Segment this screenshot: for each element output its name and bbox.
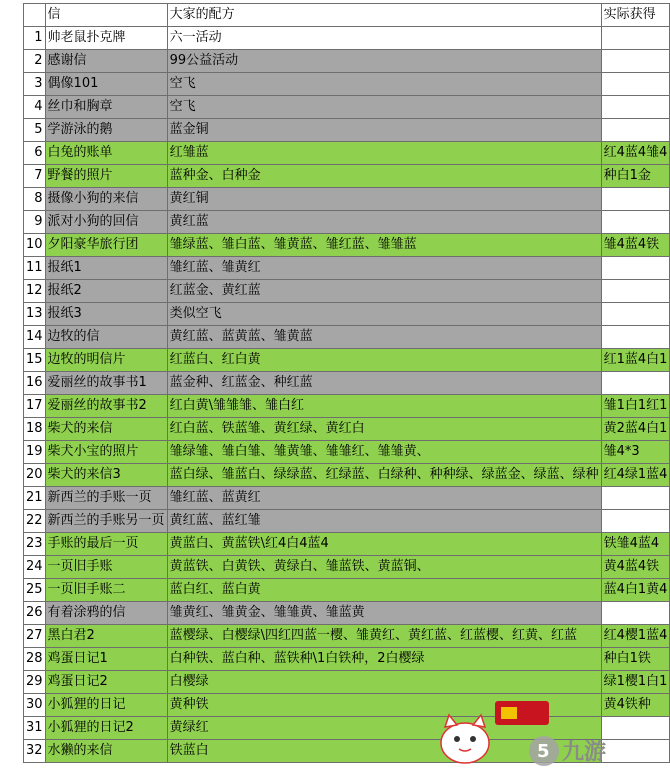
obtained-cell[interactable] bbox=[601, 50, 670, 73]
obtained-cell[interactable] bbox=[601, 119, 670, 142]
letter-cell[interactable]: 感谢信 bbox=[45, 50, 167, 73]
letter-cell[interactable]: 水獭的来信 bbox=[45, 740, 167, 763]
letter-cell[interactable]: 一页旧手账二 bbox=[45, 579, 167, 602]
letter-cell[interactable]: 报纸1 bbox=[45, 257, 167, 280]
obtained-cell[interactable] bbox=[601, 372, 670, 395]
recipe-cell[interactable]: 黄蓝铁、白黄铁、黄绿白、雏蓝铁、黄蓝铜、 bbox=[167, 556, 601, 579]
row-number[interactable]: 1 bbox=[24, 27, 46, 50]
recipe-cell[interactable]: 白樱绿 bbox=[167, 671, 601, 694]
letter-cell[interactable]: 爱丽丝的故事书2 bbox=[45, 395, 167, 418]
obtained-cell[interactable]: 红4蓝4雏4 bbox=[601, 142, 670, 165]
table-row bbox=[24, 119, 670, 142]
watermark-badge: 5 bbox=[537, 741, 550, 762]
row-number[interactable]: 10 bbox=[24, 234, 46, 257]
table-row bbox=[24, 349, 670, 372]
letter-cell[interactable]: 报纸3 bbox=[45, 303, 167, 326]
table-row bbox=[24, 395, 670, 418]
row-number[interactable]: 17 bbox=[24, 395, 46, 418]
obtained-cell[interactable]: 雏4蓝4铁 bbox=[601, 234, 670, 257]
table-row bbox=[24, 211, 670, 234]
obtained-cell[interactable]: 铁雏4蓝4 bbox=[601, 533, 670, 556]
table-row bbox=[24, 487, 670, 510]
row-number[interactable]: 30 bbox=[24, 694, 46, 717]
recipe-cell[interactable]: 蓝金种、红蓝金、种红蓝 bbox=[167, 372, 601, 395]
table-row bbox=[24, 257, 670, 280]
recipe-cell[interactable]: 六一活动 bbox=[167, 27, 601, 50]
recipe-cell[interactable]: 雏绿蓝、雏白蓝、雏黄蓝、雏红蓝、雏雏蓝 bbox=[167, 234, 601, 257]
letter-cell[interactable]: 鸡蛋日记2 bbox=[45, 671, 167, 694]
obtained-cell[interactable] bbox=[601, 27, 670, 50]
header-letter[interactable]: 信 bbox=[45, 4, 167, 27]
row-number[interactable]: 31 bbox=[24, 717, 46, 740]
row-number[interactable]: 32 bbox=[24, 740, 46, 763]
obtained-cell[interactable]: 蓝4白1黄4 bbox=[601, 579, 670, 602]
letter-cell[interactable]: 丝巾和胸章 bbox=[45, 96, 167, 119]
obtained-cell[interactable] bbox=[601, 303, 670, 326]
table-row bbox=[24, 441, 670, 464]
table-row bbox=[24, 556, 670, 579]
recipe-cell[interactable]: 黄红蓝、蓝黄蓝、雏黄蓝 bbox=[167, 326, 601, 349]
recipe-cell[interactable]: 白种铁、蓝白种、蓝铁种\1白铁种，2白樱绿 bbox=[167, 648, 601, 671]
obtained-cell[interactable]: 黄4铁种 bbox=[601, 694, 670, 717]
row-number[interactable]: 5 bbox=[24, 119, 46, 142]
obtained-cell[interactable]: 红4绿1蓝4 bbox=[601, 464, 670, 487]
recipe-cell[interactable]: 类似空飞 bbox=[167, 303, 601, 326]
letter-cell[interactable]: 摄像小狗的来信 bbox=[45, 188, 167, 211]
letter-cell[interactable]: 小狐狸的日记2 bbox=[45, 717, 167, 740]
table-row bbox=[24, 96, 670, 119]
table-row bbox=[24, 27, 670, 50]
recipe-cell[interactable]: 蓝白绿、雏蓝白、绿绿蓝、红绿蓝、白绿种、种种绿、绿蓝金、绿蓝、绿种 bbox=[167, 464, 601, 487]
row-number[interactable]: 28 bbox=[24, 648, 46, 671]
row-number[interactable]: 18 bbox=[24, 418, 46, 441]
row-number[interactable]: 16 bbox=[24, 372, 46, 395]
header-row bbox=[24, 4, 670, 27]
letter-cell[interactable]: 野餐的照片 bbox=[45, 165, 167, 188]
letter-cell[interactable]: 柴犬的来信 bbox=[45, 418, 167, 441]
letter-cell[interactable]: 手账的最后一页 bbox=[45, 533, 167, 556]
obtained-cell[interactable]: 种白1金 bbox=[601, 165, 670, 188]
obtained-cell[interactable]: 红1蓝4白1 bbox=[601, 349, 670, 372]
letter-cell[interactable]: 黑白君2 bbox=[45, 625, 167, 648]
row-number[interactable]: 3 bbox=[24, 73, 46, 96]
recipe-cell[interactable]: 99公益活动 bbox=[167, 50, 601, 73]
letter-cell[interactable]: 偶像101 bbox=[45, 73, 167, 96]
recipe-cell[interactable]: 雏红蓝、蓝黄红 bbox=[167, 487, 601, 510]
recipe-cell[interactable]: 蓝金铜 bbox=[167, 119, 601, 142]
nineyou-logo-icon bbox=[529, 736, 559, 766]
row-number[interactable]: 2 bbox=[24, 50, 46, 73]
recipe-cell[interactable]: 红白蓝、铁蓝雏、黄红绿、黄红白 bbox=[167, 418, 601, 441]
recipe-cell[interactable]: 雏红蓝、雏黄红 bbox=[167, 257, 601, 280]
recipe-cell[interactable]: 黄红蓝、蓝红雏 bbox=[167, 510, 601, 533]
letter-cell[interactable]: 新西兰的手账另一页 bbox=[45, 510, 167, 533]
table-row bbox=[24, 280, 670, 303]
recipe-cell[interactable]: 黄蓝白、黄蓝铁\红4白4蓝4 bbox=[167, 533, 601, 556]
letter-cell[interactable]: 学游泳的鹅 bbox=[45, 119, 167, 142]
table-row bbox=[24, 234, 670, 257]
row-number[interactable]: 9 bbox=[24, 211, 46, 234]
table-row bbox=[24, 73, 670, 96]
row-number[interactable]: 21 bbox=[24, 487, 46, 510]
letter-cell[interactable]: 帅老鼠扑克牌 bbox=[45, 27, 167, 50]
letter-cell[interactable]: 有着涂鸦的信 bbox=[45, 602, 167, 625]
recipe-cell[interactable]: 黄红铜 bbox=[167, 188, 601, 211]
table-row bbox=[24, 625, 670, 648]
letter-cell[interactable]: 一页旧手账 bbox=[45, 556, 167, 579]
table-row bbox=[24, 326, 670, 349]
row-number[interactable]: 7 bbox=[24, 165, 46, 188]
letter-cell[interactable]: 小狐狸的日记 bbox=[45, 694, 167, 717]
letter-cell[interactable]: 夕阳豪华旅行团 bbox=[45, 234, 167, 257]
obtained-cell[interactable] bbox=[601, 280, 670, 303]
recipe-cell[interactable]: 铁蓝白 bbox=[167, 740, 601, 763]
row-number[interactable]: 12 bbox=[24, 280, 46, 303]
recipe-cell[interactable]: 蓝樱绿、白樱绿\四红四蓝一樱、雏黄红、黄红蓝、红蓝樱、红黄、红蓝 bbox=[167, 625, 601, 648]
table-row bbox=[24, 579, 670, 602]
recipe-cell[interactable]: 雏绿雏、雏白雏、雏黄雏、雏雏红、雏雏黄、 bbox=[167, 441, 601, 464]
letter-cell[interactable]: 边牧的信 bbox=[45, 326, 167, 349]
obtained-cell[interactable]: 雏4*3 bbox=[601, 441, 670, 464]
obtained-cell[interactable] bbox=[601, 326, 670, 349]
recipe-cell[interactable]: 空飞 bbox=[167, 73, 601, 96]
letter-cell[interactable]: 边牧的明信片 bbox=[45, 349, 167, 372]
row-number[interactable]: 26 bbox=[24, 602, 46, 625]
row-number[interactable]: 19 bbox=[24, 441, 46, 464]
row-number[interactable]: 15 bbox=[24, 349, 46, 372]
row-number[interactable]: 22 bbox=[24, 510, 46, 533]
table-row bbox=[24, 533, 670, 556]
obtained-cell[interactable] bbox=[601, 257, 670, 280]
obtained-cell[interactable] bbox=[601, 211, 670, 234]
row-number[interactable]: 6 bbox=[24, 142, 46, 165]
jiuyou-watermark bbox=[429, 695, 619, 775]
table-row bbox=[24, 510, 670, 533]
obtained-cell[interactable]: 种白1铁 bbox=[601, 648, 670, 671]
row-number[interactable]: 27 bbox=[24, 625, 46, 648]
obtained-cell[interactable] bbox=[601, 73, 670, 96]
obtained-cell[interactable] bbox=[601, 96, 670, 119]
recipe-cell[interactable]: 雏黄红、雏黄金、雏雏黄、雏蓝黄 bbox=[167, 602, 601, 625]
recipe-cell[interactable]: 红白黄\雏雏雏、雏白红 bbox=[167, 395, 601, 418]
table-row bbox=[24, 165, 670, 188]
header-obtained[interactable]: 实际获得 bbox=[601, 4, 670, 27]
obtained-cell[interactable] bbox=[601, 602, 670, 625]
letter-cell[interactable]: 爱丽丝的故事书1 bbox=[45, 372, 167, 395]
table-row bbox=[24, 50, 670, 73]
recipe-cell[interactable]: 蓝白红、蓝白黄 bbox=[167, 579, 601, 602]
row-number[interactable]: 4 bbox=[24, 96, 46, 119]
row-number[interactable]: 13 bbox=[24, 303, 46, 326]
table-row bbox=[24, 142, 670, 165]
letter-cell[interactable]: 新西兰的手账一页 bbox=[45, 487, 167, 510]
obtained-cell[interactable]: 绿1樱1白1 bbox=[601, 671, 670, 694]
obtained-cell[interactable]: 雏1白1红1 bbox=[601, 395, 670, 418]
letter-cell[interactable]: 鸡蛋日记1 bbox=[45, 648, 167, 671]
recipe-cell[interactable]: 黄红蓝 bbox=[167, 211, 601, 234]
row-number[interactable]: 14 bbox=[24, 326, 46, 349]
recipe-cell[interactable]: 红雏蓝 bbox=[167, 142, 601, 165]
obtained-cell[interactable]: 黄4蓝4铁 bbox=[601, 556, 670, 579]
row-number[interactable]: 8 bbox=[24, 188, 46, 211]
row-number[interactable]: 23 bbox=[24, 533, 46, 556]
table-row bbox=[24, 648, 670, 671]
table-row bbox=[24, 372, 670, 395]
spreadsheet-table bbox=[23, 3, 670, 763]
letter-cell[interactable]: 报纸2 bbox=[45, 280, 167, 303]
table-row bbox=[24, 418, 670, 441]
table-row bbox=[24, 188, 670, 211]
obtained-cell[interactable] bbox=[601, 188, 670, 211]
recipe-cell[interactable]: 红蓝金、黄红蓝 bbox=[167, 280, 601, 303]
watermark-text: 九游 bbox=[562, 740, 607, 765]
cat-mascot-icon bbox=[441, 715, 489, 763]
obtained-cell[interactable] bbox=[601, 487, 670, 510]
letter-cell[interactable]: 柴犬小宝的照片 bbox=[45, 441, 167, 464]
table-row bbox=[24, 602, 670, 625]
corner-cell bbox=[24, 4, 46, 27]
header-recipe[interactable]: 大家的配方 bbox=[167, 4, 601, 27]
letter-cell[interactable]: 白兔的账单 bbox=[45, 142, 167, 165]
table-row bbox=[24, 464, 670, 487]
recipe-cell[interactable]: 蓝种金、白种金 bbox=[167, 165, 601, 188]
table-row bbox=[24, 303, 670, 326]
row-number[interactable]: 29 bbox=[24, 671, 46, 694]
obtained-cell[interactable]: 黄2蓝4白1 bbox=[601, 418, 670, 441]
recipe-cell[interactable]: 空飞 bbox=[167, 96, 601, 119]
row-number[interactable]: 11 bbox=[24, 257, 46, 280]
row-number[interactable]: 20 bbox=[24, 464, 46, 487]
row-number[interactable]: 25 bbox=[24, 579, 46, 602]
letter-cell[interactable]: 柴犬的来信3 bbox=[45, 464, 167, 487]
row-number[interactable]: 24 bbox=[24, 556, 46, 579]
recipe-cell[interactable]: 黄种铁 bbox=[167, 694, 601, 717]
recipe-cell[interactable]: 红蓝白、红白黄 bbox=[167, 349, 601, 372]
recipe-cell[interactable]: 黄绿红 bbox=[167, 717, 601, 740]
table-row bbox=[24, 671, 670, 694]
obtained-cell[interactable]: 红4樱1蓝4 bbox=[601, 625, 670, 648]
obtained-cell[interactable] bbox=[601, 510, 670, 533]
letter-cell[interactable]: 派对小狗的回信 bbox=[45, 211, 167, 234]
